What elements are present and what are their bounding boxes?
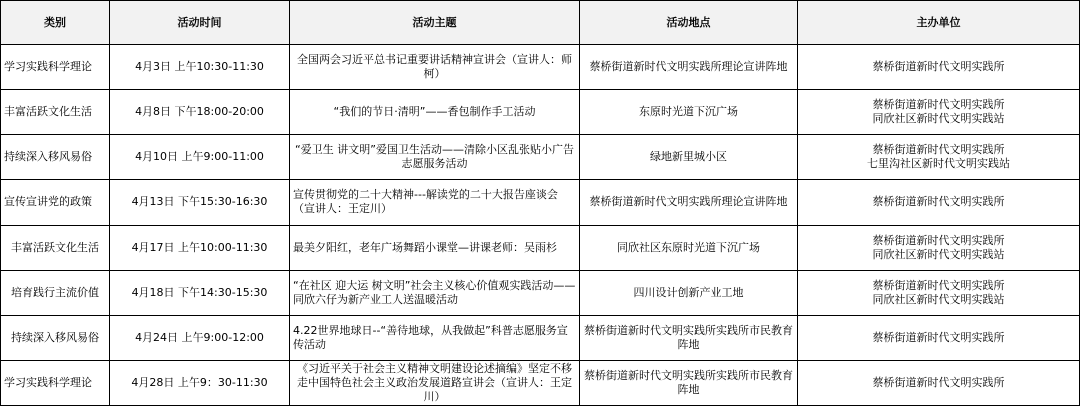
table-row [1, 270, 1080, 315]
table-row [1, 45, 1080, 90]
organizer-line: 蔡桥街道新时代文明实践所 [872, 330, 1005, 344]
place-cell: 同欣社区东原时光道下沉广场 [580, 225, 798, 270]
time-cell: 4月8日 下午18:00-20:00 [110, 90, 290, 135]
organizer-line: 同欣社区新时代文明实践站 [872, 292, 1005, 306]
organizer-line: 蔡桥街道新时代文明实践所 [872, 233, 1005, 247]
time-cell: 4月3日 上午10:30-11:30 [110, 45, 290, 90]
place-cell: 蔡桥街道新时代文明实践所实践所市民教育阵地 [580, 315, 798, 360]
place-cell: 东原时光道下沉广场 [580, 90, 798, 135]
organizer-cell [798, 225, 1080, 270]
category-cell: 持续深入移风易俗 [1, 135, 110, 180]
header-place: 活动地点 [580, 1, 798, 45]
category-cell: 持续深入移风易俗 [1, 315, 110, 360]
theme-cell: 4.22世界地球日--“善待地球，从我做起”科普志愿服务宣传活动 [290, 315, 580, 360]
category-cell: 学习实践科学理论 [1, 45, 110, 90]
time-cell: 4月17日 上午10:00-11:30 [110, 225, 290, 270]
theme-cell: 最美夕阳红，老年广场舞蹈小课堂—讲课老师：吴雨杉 [290, 225, 580, 270]
category-cell: 学习实践科学理论 [1, 360, 110, 405]
table-row [1, 135, 1080, 180]
organizer-cell [798, 180, 1080, 225]
header-organizer: 主办单位 [798, 1, 1080, 45]
time-cell: 4月10日 上午9:00-11:00 [110, 135, 290, 180]
table-row [1, 360, 1080, 405]
header-category: 类别 [1, 1, 110, 45]
header-time: 活动时间 [110, 1, 290, 45]
organizer-line: 蔡桥街道新时代文明实践所 [872, 98, 1005, 112]
time-cell: 4月24日 上午9:00-12:00 [110, 315, 290, 360]
category-cell: 培育践行主流价值 [1, 270, 110, 315]
place-cell: 蔡桥街道新时代文明实践所实践所市民教育阵地 [580, 360, 798, 405]
theme-cell: 宣传贯彻党的二十大精神---解读党的二十大报告座谈会（宣讲人：王定川） [290, 180, 580, 225]
table-header-row [1, 1, 1080, 45]
theme-cell: “我们的节日·清明”——香包制作手工活动 [290, 90, 580, 135]
place-cell: 蔡桥街道新时代文明实践所理论宣讲阵地 [580, 180, 798, 225]
organizer-line: 同欣社区新时代文明实践站 [872, 112, 1005, 126]
place-cell: 绿地新里城小区 [580, 135, 798, 180]
header-theme: 活动主题 [290, 1, 580, 45]
time-cell: 4月13日 下午15:30-16:30 [110, 180, 290, 225]
theme-cell: “在社区 迎大运 树文明”社会主义核心价值观实践活动——同欣六仔为新产业工人送温暖活动 [290, 270, 580, 315]
category-cell: 宣传宣讲党的政策 [1, 180, 110, 225]
organizer-cell [798, 315, 1080, 360]
table-row [1, 315, 1080, 360]
theme-cell: “爱卫生 讲文明”爱国卫生活动——清除小区乱张贴小广告志愿服务活动 [290, 135, 580, 180]
table-row [1, 225, 1080, 270]
place-cell: 蔡桥街道新时代文明实践所理论宣讲阵地 [580, 45, 798, 90]
organizer-line: 蔡桥街道新时代文明实践所 [872, 60, 1005, 74]
time-cell: 4月28日 上午9：30-11:30 [110, 360, 290, 405]
table-row [1, 180, 1080, 225]
place-cell: 四川设计创新产业工地 [580, 270, 798, 315]
organizer-cell [798, 360, 1080, 405]
organizer-line: 蔡桥街道新时代文明实践所 [872, 195, 1005, 209]
time-cell: 4月18日 下午14:30-15:30 [110, 270, 290, 315]
organizer-cell [798, 45, 1080, 90]
organizer-line: 蔡桥街道新时代文明实践所 [872, 375, 1005, 389]
organizer-line: 七里沟社区新时代文明实践站 [867, 157, 1010, 171]
theme-cell: 《习近平关于社会主义精神文明建设论述摘编》坚定不移走中国特色社会主义政治发展道路宣讲会（宣讲人：王定川） [290, 360, 580, 405]
organizer-cell [798, 135, 1080, 180]
organizer-cell [798, 90, 1080, 135]
table-row [1, 90, 1080, 135]
organizer-line: 蔡桥街道新时代文明实践所 [872, 278, 1005, 292]
organizer-cell [798, 270, 1080, 315]
category-cell: 丰富活跃文化生活 [1, 225, 110, 270]
category-cell: 丰富活跃文化生活 [1, 90, 110, 135]
theme-cell: 全国两会习近平总书记重要讲话精神宣讲会（宣讲人：师柯） [290, 45, 580, 90]
organizer-line: 蔡桥街道新时代文明实践所 [872, 143, 1005, 157]
organizer-line: 同欣社区新时代文明实践站 [872, 247, 1005, 261]
